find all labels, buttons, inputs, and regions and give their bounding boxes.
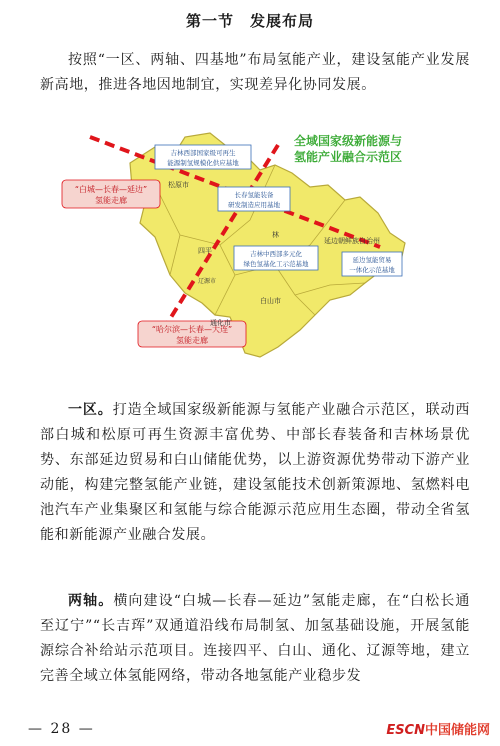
- paragraph-two-axes: [40, 589, 470, 689]
- place-siping: 四平: [198, 247, 212, 255]
- zone-title-line2: 氢能产业融合示范区: [293, 150, 403, 164]
- intro-paragraph: 按照“一区、两轴、四基地”布局氢能产业，建设氢能产业发展新高地，推进各地因地制宜，实现差异化协同发展。: [40, 52, 470, 93]
- base-west-label-1: 吉林西部国家级可再生: [170, 149, 236, 157]
- escn-watermark-logo: [386, 719, 490, 738]
- paragraph-one-zone: [40, 398, 470, 548]
- base-west-label-2: 能源制氢规模化供应基地: [167, 159, 239, 167]
- base-east-label-2: 一体化示范基地: [349, 266, 395, 274]
- base-center-label-2: 研发制造应用基地: [228, 201, 280, 209]
- corridor-south-label-1: “哈尔滨—长春—大连”: [151, 325, 233, 334]
- place-tonghua: 通化市: [210, 319, 231, 327]
- corridor-west-label-2: 氢能走廊: [95, 196, 127, 205]
- hydrogen-layout-map: [60, 125, 430, 370]
- brand-en: ESCN: [386, 723, 425, 738]
- paragraph-one-lead: 一区。: [68, 402, 113, 418]
- base-middle-label-1: 吉林中西部多元化: [250, 250, 302, 258]
- base-east-label-1: 延边氢能贸易: [352, 256, 392, 264]
- place-yanbian: 延边朝鲜族自治州: [324, 237, 380, 245]
- corridor-south-label-2: 氢能走廊: [176, 336, 208, 345]
- paragraph-two-body: 横向建设“白城—长春—延边”氢能走廊，在“白松长通至辽宁”“长吉珲”双通道沿线布局制氢、加氢基础设施，开展氢能源综合补给站示范项目。连接四平、白山、通化、辽源等地，建立完善全域立体氢能网络，带动各地氢能产业稳步发: [40, 593, 470, 684]
- paragraph-one-body: 打造全域国家级新能源与氢能产业融合示范区，联动西部白城和松原可再生资源丰富优势、中部长春装备和吉林场景优势、东部延边贸易和白山储能优势，以上游资源优势带动下游产业动能，构建完整氢能产业链，建设氢能技术创新策源地、氢燃料电池汽车产业集聚区和氢能与综合能源示范应用生态圈，带动全省氢能和新能源产业融合发展。: [40, 402, 470, 543]
- place-songyuan: 松原市: [168, 181, 189, 189]
- place-jilin: 林: [272, 231, 279, 239]
- brand-cn: 中国储能网: [424, 723, 490, 738]
- section-title: 第一节 发展布局: [185, 12, 314, 30]
- place-liaoyuan: 辽源市: [198, 278, 217, 285]
- zone-title-line1: 全域国家级新能源与: [293, 134, 403, 148]
- place-baishan: 白山市: [260, 297, 281, 305]
- base-center-label-1: 长春氢能装备: [234, 191, 274, 199]
- base-middle-label-2: 绿色氢基化工示范基地: [243, 260, 309, 268]
- page-number: — 28 —: [28, 721, 95, 737]
- paragraph-two-lead: 两轴。: [68, 593, 114, 609]
- corridor-west-label-1: “白城—长春—延边”: [74, 185, 148, 194]
